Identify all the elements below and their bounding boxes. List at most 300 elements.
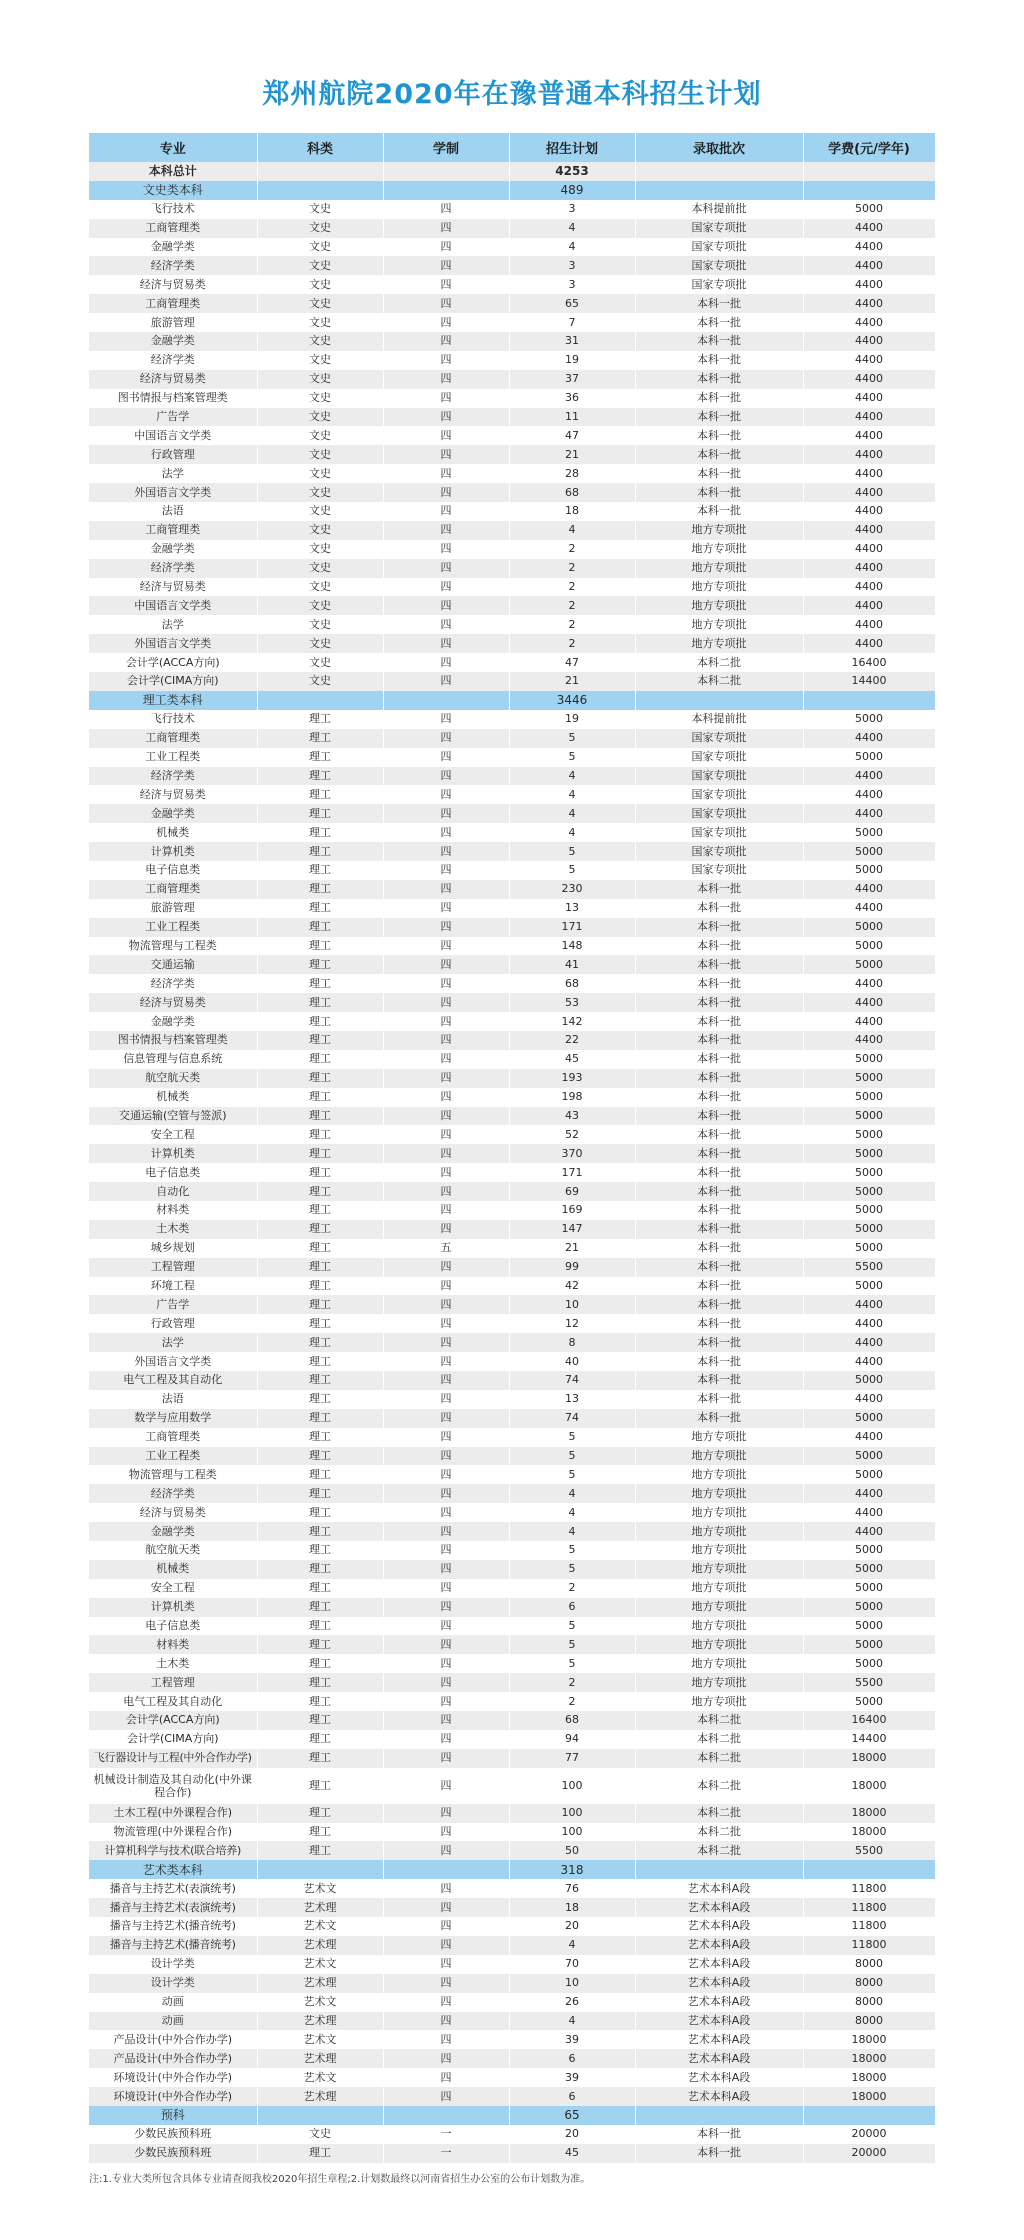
- cell-major: 电子信息类: [89, 861, 257, 880]
- cell-major: 经济学类: [89, 256, 257, 275]
- cell-quota: 4: [509, 521, 635, 540]
- cell-tuition: 5000: [803, 1163, 935, 1182]
- cell-category: 艺术理: [257, 1974, 383, 1993]
- cell-major: 产品设计(中外合作办学): [89, 2049, 257, 2068]
- cell-category: 文史: [257, 370, 383, 389]
- cell-duration: 四: [383, 2030, 509, 2049]
- cell-category: 文史: [257, 502, 383, 521]
- cell-duration: 四: [383, 974, 509, 993]
- cell-duration: 四: [383, 1711, 509, 1730]
- cell-batch: 艺术本科A段: [635, 1936, 803, 1955]
- table-row: [89, 408, 935, 427]
- cell-tuition: 18000: [803, 1823, 935, 1842]
- cell-tuition: 5000: [803, 1447, 935, 1466]
- table-row: [89, 785, 935, 804]
- cell-tuition: 4400: [803, 993, 935, 1012]
- cell-batch: 本科二批: [635, 1823, 803, 1842]
- cell-quota: 4: [509, 767, 635, 786]
- cell-quota: 39: [509, 2030, 635, 2049]
- cell-tuition: 4400: [803, 408, 935, 427]
- cell-duration: 四: [383, 540, 509, 559]
- cell-duration: 四: [383, 1182, 509, 1201]
- cell-major: 工程管理: [89, 1258, 257, 1277]
- cell-category: 艺术理: [257, 2012, 383, 2031]
- cell-category: 文史: [257, 294, 383, 313]
- cell-major: 飞行技术: [89, 200, 257, 219]
- cell-duration: 四: [383, 1201, 509, 1220]
- cell-duration: 四: [383, 615, 509, 634]
- table-row: [89, 1879, 935, 1898]
- cell-major: 环境设计(中外合作办学): [89, 2087, 257, 2106]
- cell-batch: 本科一批: [635, 313, 803, 332]
- cell-category: 文史: [257, 578, 383, 597]
- cell-tuition: 5000: [803, 200, 935, 219]
- cell-major: 航空航天类: [89, 1069, 257, 1088]
- table-row: [89, 918, 935, 937]
- cell-duration: 四: [383, 1050, 509, 1069]
- table-row: [89, 615, 935, 634]
- table-row: [89, 1841, 935, 1860]
- cell-batch: 本科一批: [635, 1012, 803, 1031]
- table-row: [89, 861, 935, 880]
- cell-tuition: 4400: [803, 1031, 935, 1050]
- cell-batch: 本科一批: [635, 937, 803, 956]
- table-row: [89, 1804, 935, 1823]
- cell-tuition: 18000: [803, 2068, 935, 2087]
- cell-batch: 地方专项批: [635, 1635, 803, 1654]
- cell-tuition: 5000: [803, 1144, 935, 1163]
- cell-quota: 142: [509, 1012, 635, 1031]
- cell-duration: 四: [383, 1635, 509, 1654]
- cell-batch: 地方专项批: [635, 540, 803, 559]
- cell-duration: 四: [383, 1560, 509, 1579]
- cell-tuition: 4400: [803, 483, 935, 502]
- cell-duration: 四: [383, 1031, 509, 1050]
- cell-category: 文史: [257, 351, 383, 370]
- cell-duration: 四: [383, 596, 509, 615]
- cell-major: 环境设计(中外合作办学): [89, 2068, 257, 2087]
- cell-tuition: 5000: [803, 1239, 935, 1258]
- cell-category: 文史: [257, 389, 383, 408]
- cell-major: 土木类: [89, 1654, 257, 1673]
- cell-category: 艺术理: [257, 2049, 383, 2068]
- cell-quota: 7: [509, 313, 635, 332]
- cell-major: 工业工程类: [89, 1447, 257, 1466]
- cell-tuition: 5000: [803, 1125, 935, 1144]
- cell-quota: 76: [509, 1879, 635, 1898]
- cell-duration: 四: [383, 1692, 509, 1711]
- table-row: [89, 993, 935, 1012]
- cell-major: 外国语言文学类: [89, 483, 257, 502]
- cell-batch: 本科二批: [635, 1711, 803, 1730]
- section-name: 艺术类本科: [89, 1860, 257, 1879]
- cell-major: 计算机科学与技术(联合培养): [89, 1841, 257, 1860]
- cell-category: 理工: [257, 1841, 383, 1860]
- cell-category: 文史: [257, 672, 383, 691]
- table-row: [89, 1560, 935, 1579]
- table-row: [89, 445, 935, 464]
- cell-batch: 地方专项批: [635, 559, 803, 578]
- cell-batch: 艺术本科A段: [635, 1898, 803, 1917]
- cell-tuition: 4400: [803, 1484, 935, 1503]
- cell-duration: 四: [383, 578, 509, 597]
- cell-duration: 四: [383, 351, 509, 370]
- cell-major: 物流管理与工程类: [89, 1465, 257, 1484]
- cell-batch: 本科提前批: [635, 200, 803, 219]
- cell-duration: 四: [383, 313, 509, 332]
- cell-tuition: 4400: [803, 899, 935, 918]
- table-row: [89, 1277, 935, 1296]
- cell-batch: 本科二批: [635, 653, 803, 672]
- cell-category: 理工: [257, 1144, 383, 1163]
- cell-category: 文史: [257, 445, 383, 464]
- table-row: [89, 1333, 935, 1352]
- cell-duration: 四: [383, 238, 509, 257]
- cell-tuition: 5000: [803, 1465, 935, 1484]
- table-row: [89, 1201, 935, 1220]
- cell-category: 理工: [257, 1088, 383, 1107]
- table-row: [89, 804, 935, 823]
- table-row: [89, 1823, 935, 1842]
- cell-tuition: 4400: [803, 219, 935, 238]
- cell-duration: 四: [383, 1428, 509, 1447]
- cell-major: 安全工程: [89, 1579, 257, 1598]
- cell-major: 金融学类: [89, 1522, 257, 1541]
- footnote: 注:1.专业大类所包含具体专业请查阅我校2020年招生章程;2.计划数最终以河南省招生办公室的公布计划数为准。: [89, 2174, 591, 2185]
- cell-category: 理工: [257, 1823, 383, 1842]
- cell-batch: 本科一批: [635, 1371, 803, 1390]
- cell-tuition: 5000: [803, 1107, 935, 1126]
- cell-category: 理工: [257, 1107, 383, 1126]
- cell-quota: 5: [509, 1465, 635, 1484]
- cell-category: 理工: [257, 993, 383, 1012]
- cell-quota: 99: [509, 1258, 635, 1277]
- cell-batch: 本科一批: [635, 1314, 803, 1333]
- cell-quota: 21: [509, 445, 635, 464]
- table-row: [89, 2144, 935, 2163]
- cell-duration: 四: [383, 1088, 509, 1107]
- table-row: [89, 426, 935, 445]
- cell-tuition: 5000: [803, 748, 935, 767]
- cell-category: 理工: [257, 1201, 383, 1220]
- cell-batch: 地方专项批: [635, 1579, 803, 1598]
- cell-quota: 74: [509, 1371, 635, 1390]
- cell-duration: 四: [383, 1409, 509, 1428]
- cell-duration: 四: [383, 1258, 509, 1277]
- cell-batch: 本科二批: [635, 1749, 803, 1768]
- cell-major: 经济与贸易类: [89, 578, 257, 597]
- cell-category: 文史: [257, 653, 383, 672]
- cell-major: 法学: [89, 464, 257, 483]
- cell-quota: 19: [509, 351, 635, 370]
- cell-tuition: 4400: [803, 426, 935, 445]
- cell-batch: 国家专项批: [635, 785, 803, 804]
- table-row: [89, 1503, 935, 1522]
- cell-major: 材料类: [89, 1201, 257, 1220]
- cell-major: 经济学类: [89, 559, 257, 578]
- cell-major: 图书情报与档案管理类: [89, 389, 257, 408]
- table-row: [89, 823, 935, 842]
- cell-quota: 68: [509, 483, 635, 502]
- section-count: 318: [509, 1860, 635, 1879]
- cell-tuition: 4400: [803, 1295, 935, 1314]
- table-row: [89, 1993, 935, 2012]
- table-row: [89, 389, 935, 408]
- cell-quota: 10: [509, 1295, 635, 1314]
- cell-category: 艺术文: [257, 2030, 383, 2049]
- cell-major: 工商管理类: [89, 1428, 257, 1447]
- table-row: [89, 1409, 935, 1428]
- cell-major: 工商管理类: [89, 294, 257, 313]
- cell-quota: 2: [509, 1673, 635, 1692]
- cell-major: 安全工程: [89, 1125, 257, 1144]
- cell-batch: 本科一批: [635, 1239, 803, 1258]
- cell-major: 环境工程: [89, 1277, 257, 1296]
- cell-quota: 4: [509, 823, 635, 842]
- cell-quota: 4: [509, 2012, 635, 2031]
- table-row: [89, 2030, 935, 2049]
- cell-batch: 本科一批: [635, 974, 803, 993]
- cell-major: 设计学类: [89, 1955, 257, 1974]
- cell-quota: 65: [509, 294, 635, 313]
- cell-duration: 四: [383, 634, 509, 653]
- section-name: 文史类本科: [89, 181, 257, 200]
- cell-major: 旅游管理: [89, 899, 257, 918]
- cell-tuition: 4400: [803, 256, 935, 275]
- cell-category: 文史: [257, 256, 383, 275]
- cell-tuition: 4400: [803, 313, 935, 332]
- cell-tuition: 18000: [803, 1768, 935, 1804]
- cell-duration: 四: [383, 1841, 509, 1860]
- cell-tuition: 18000: [803, 2030, 935, 2049]
- cell-duration: 四: [383, 445, 509, 464]
- cell-duration: 四: [383, 1898, 509, 1917]
- cell-category: 理工: [257, 1522, 383, 1541]
- cell-tuition: 16400: [803, 653, 935, 672]
- cell-quota: 5: [509, 1617, 635, 1636]
- cell-tuition: 8000: [803, 1993, 935, 2012]
- cell-batch: 本科一批: [635, 918, 803, 937]
- cell-category: 理工: [257, 1617, 383, 1636]
- cell-category: 文史: [257, 483, 383, 502]
- cell-category: 理工: [257, 1484, 383, 1503]
- cell-batch: 本科一批: [635, 1031, 803, 1050]
- cell-quota: 3: [509, 275, 635, 294]
- table-row: [89, 1031, 935, 1050]
- cell-quota: 100: [509, 1823, 635, 1842]
- cell-tuition: 5000: [803, 1201, 935, 1220]
- cell-quota: 193: [509, 1069, 635, 1088]
- cell-batch: 本科一批: [635, 370, 803, 389]
- cell-batch: 国家专项批: [635, 219, 803, 238]
- table-row: [89, 1239, 935, 1258]
- cell-category: 文史: [257, 408, 383, 427]
- cell-major: 计算机类: [89, 1598, 257, 1617]
- cell-tuition: 4400: [803, 370, 935, 389]
- table-row: [89, 1541, 935, 1560]
- table-row: [89, 1936, 935, 1955]
- cell-batch: 本科二批: [635, 1841, 803, 1860]
- table-row: [89, 1955, 935, 1974]
- cell-category: 理工: [257, 1239, 383, 1258]
- cell-tuition: 5000: [803, 1617, 935, 1636]
- cell-quota: 5: [509, 729, 635, 748]
- cell-tuition: 4400: [803, 767, 935, 786]
- cell-quota: 12: [509, 1314, 635, 1333]
- cell-category: 艺术理: [257, 1936, 383, 1955]
- cell-category: 理工: [257, 1749, 383, 1768]
- cell-quota: 70: [509, 1955, 635, 1974]
- cell-tuition: 18000: [803, 2049, 935, 2068]
- cell-batch: 国家专项批: [635, 861, 803, 880]
- cell-batch: 国家专项批: [635, 842, 803, 861]
- cell-quota: 5: [509, 1635, 635, 1654]
- cell-category: 艺术理: [257, 1898, 383, 1917]
- cell-duration: 四: [383, 1069, 509, 1088]
- header-major: 专业: [89, 133, 257, 162]
- cell-category: 理工: [257, 1598, 383, 1617]
- table-row: [89, 1617, 935, 1636]
- cell-batch: 本科一批: [635, 899, 803, 918]
- table-row: [89, 1428, 935, 1447]
- cell-major: 电子信息类: [89, 1163, 257, 1182]
- section-count: 489: [509, 181, 635, 200]
- cell-tuition: 5000: [803, 1088, 935, 1107]
- cell-category: 理工: [257, 842, 383, 861]
- cell-tuition: 4400: [803, 351, 935, 370]
- cell-batch: 地方专项批: [635, 634, 803, 653]
- cell-major: 动画: [89, 1993, 257, 2012]
- table-row: [89, 238, 935, 257]
- table-row: [89, 275, 935, 294]
- cell-major: 电气工程及其自动化: [89, 1371, 257, 1390]
- cell-duration: 四: [383, 408, 509, 427]
- cell-tuition: 4400: [803, 559, 935, 578]
- table-row: [89, 1635, 935, 1654]
- cell-category: 理工: [257, 1333, 383, 1352]
- cell-major: 播音与主持艺术(表演统考): [89, 1898, 257, 1917]
- cell-batch: 本科一批: [635, 1258, 803, 1277]
- cell-duration: 四: [383, 483, 509, 502]
- cell-category: 理工: [257, 1447, 383, 1466]
- cell-tuition: 5000: [803, 1371, 935, 1390]
- cell-category: 理工: [257, 899, 383, 918]
- cell-category: 文史: [257, 540, 383, 559]
- cell-category: 理工: [257, 1352, 383, 1371]
- table-row: [89, 2068, 935, 2087]
- total-value: 4253: [509, 162, 635, 181]
- cell-duration: 四: [383, 1955, 509, 1974]
- cell-quota: 47: [509, 653, 635, 672]
- cell-category: 文史: [257, 634, 383, 653]
- cell-category: 艺术文: [257, 1955, 383, 1974]
- cell-quota: 4: [509, 238, 635, 257]
- cell-batch: 国家专项批: [635, 256, 803, 275]
- cell-duration: 四: [383, 200, 509, 219]
- total-row: [89, 162, 935, 181]
- cell-category: 理工: [257, 1579, 383, 1598]
- table-row: [89, 1220, 935, 1239]
- cell-duration: 四: [383, 1352, 509, 1371]
- table-row: [89, 256, 935, 275]
- cell-category: 理工: [257, 1804, 383, 1823]
- cell-quota: 3: [509, 200, 635, 219]
- cell-duration: 四: [383, 653, 509, 672]
- cell-major: 飞行技术: [89, 710, 257, 729]
- total-label: 本科总计: [89, 162, 257, 181]
- cell-major: 播音与主持艺术(播音统考): [89, 1936, 257, 1955]
- cell-category: 艺术文: [257, 1879, 383, 1898]
- cell-duration: 四: [383, 1447, 509, 1466]
- cell-duration: 四: [383, 672, 509, 691]
- cell-major: 中国语言文学类: [89, 426, 257, 445]
- cell-category: 文史: [257, 521, 383, 540]
- cell-duration: 四: [383, 1125, 509, 1144]
- cell-quota: 21: [509, 1239, 635, 1258]
- cell-batch: 国家专项批: [635, 748, 803, 767]
- cell-quota: 69: [509, 1182, 635, 1201]
- cell-batch: 本科一批: [635, 426, 803, 445]
- table-row: [89, 483, 935, 502]
- table-row: [89, 974, 935, 993]
- cell-quota: 2: [509, 578, 635, 597]
- cell-tuition: 5500: [803, 1673, 935, 1692]
- cell-major: 交通运输(空管与签派): [89, 1107, 257, 1126]
- cell-category: 艺术文: [257, 1993, 383, 2012]
- cell-tuition: 4400: [803, 521, 935, 540]
- header-batch: 录取批次: [635, 133, 803, 162]
- table-row: [89, 502, 935, 521]
- table-row: [89, 1295, 935, 1314]
- cell-quota: 45: [509, 2144, 635, 2163]
- cell-quota: 4: [509, 1522, 635, 1541]
- cell-batch: 地方专项批: [635, 1503, 803, 1522]
- cell-batch: 本科一批: [635, 1144, 803, 1163]
- cell-quota: 100: [509, 1768, 635, 1804]
- cell-duration: 五: [383, 1239, 509, 1258]
- cell-quota: 230: [509, 880, 635, 899]
- cell-duration: 四: [383, 1936, 509, 1955]
- cell-tuition: 4400: [803, 332, 935, 351]
- table-row: [89, 332, 935, 351]
- cell-tuition: 5000: [803, 842, 935, 861]
- cell-tuition: 5000: [803, 1654, 935, 1673]
- cell-tuition: 4400: [803, 238, 935, 257]
- cell-quota: 68: [509, 974, 635, 993]
- cell-category: 文史: [257, 426, 383, 445]
- cell-category: 理工: [257, 974, 383, 993]
- cell-quota: 53: [509, 993, 635, 1012]
- cell-quota: 4: [509, 1484, 635, 1503]
- cell-major: 外国语言文学类: [89, 634, 257, 653]
- cell-major: 动画: [89, 2012, 257, 2031]
- cell-tuition: 4400: [803, 804, 935, 823]
- cell-category: 理工: [257, 1314, 383, 1333]
- cell-category: 理工: [257, 1220, 383, 1239]
- cell-batch: 本科一批: [635, 1220, 803, 1239]
- cell-quota: 77: [509, 1749, 635, 1768]
- cell-major: 会计学(ACCA方向): [89, 1711, 257, 1730]
- cell-batch: 地方专项批: [635, 578, 803, 597]
- cell-duration: 四: [383, 1879, 509, 1898]
- table-row: [89, 1917, 935, 1936]
- cell-tuition: 5000: [803, 1635, 935, 1654]
- header-category: 科类: [257, 133, 383, 162]
- cell-category: 理工: [257, 1012, 383, 1031]
- cell-batch: 艺术本科A段: [635, 2068, 803, 2087]
- cell-quota: 13: [509, 1390, 635, 1409]
- cell-major: 土木工程(中外课程合作): [89, 1804, 257, 1823]
